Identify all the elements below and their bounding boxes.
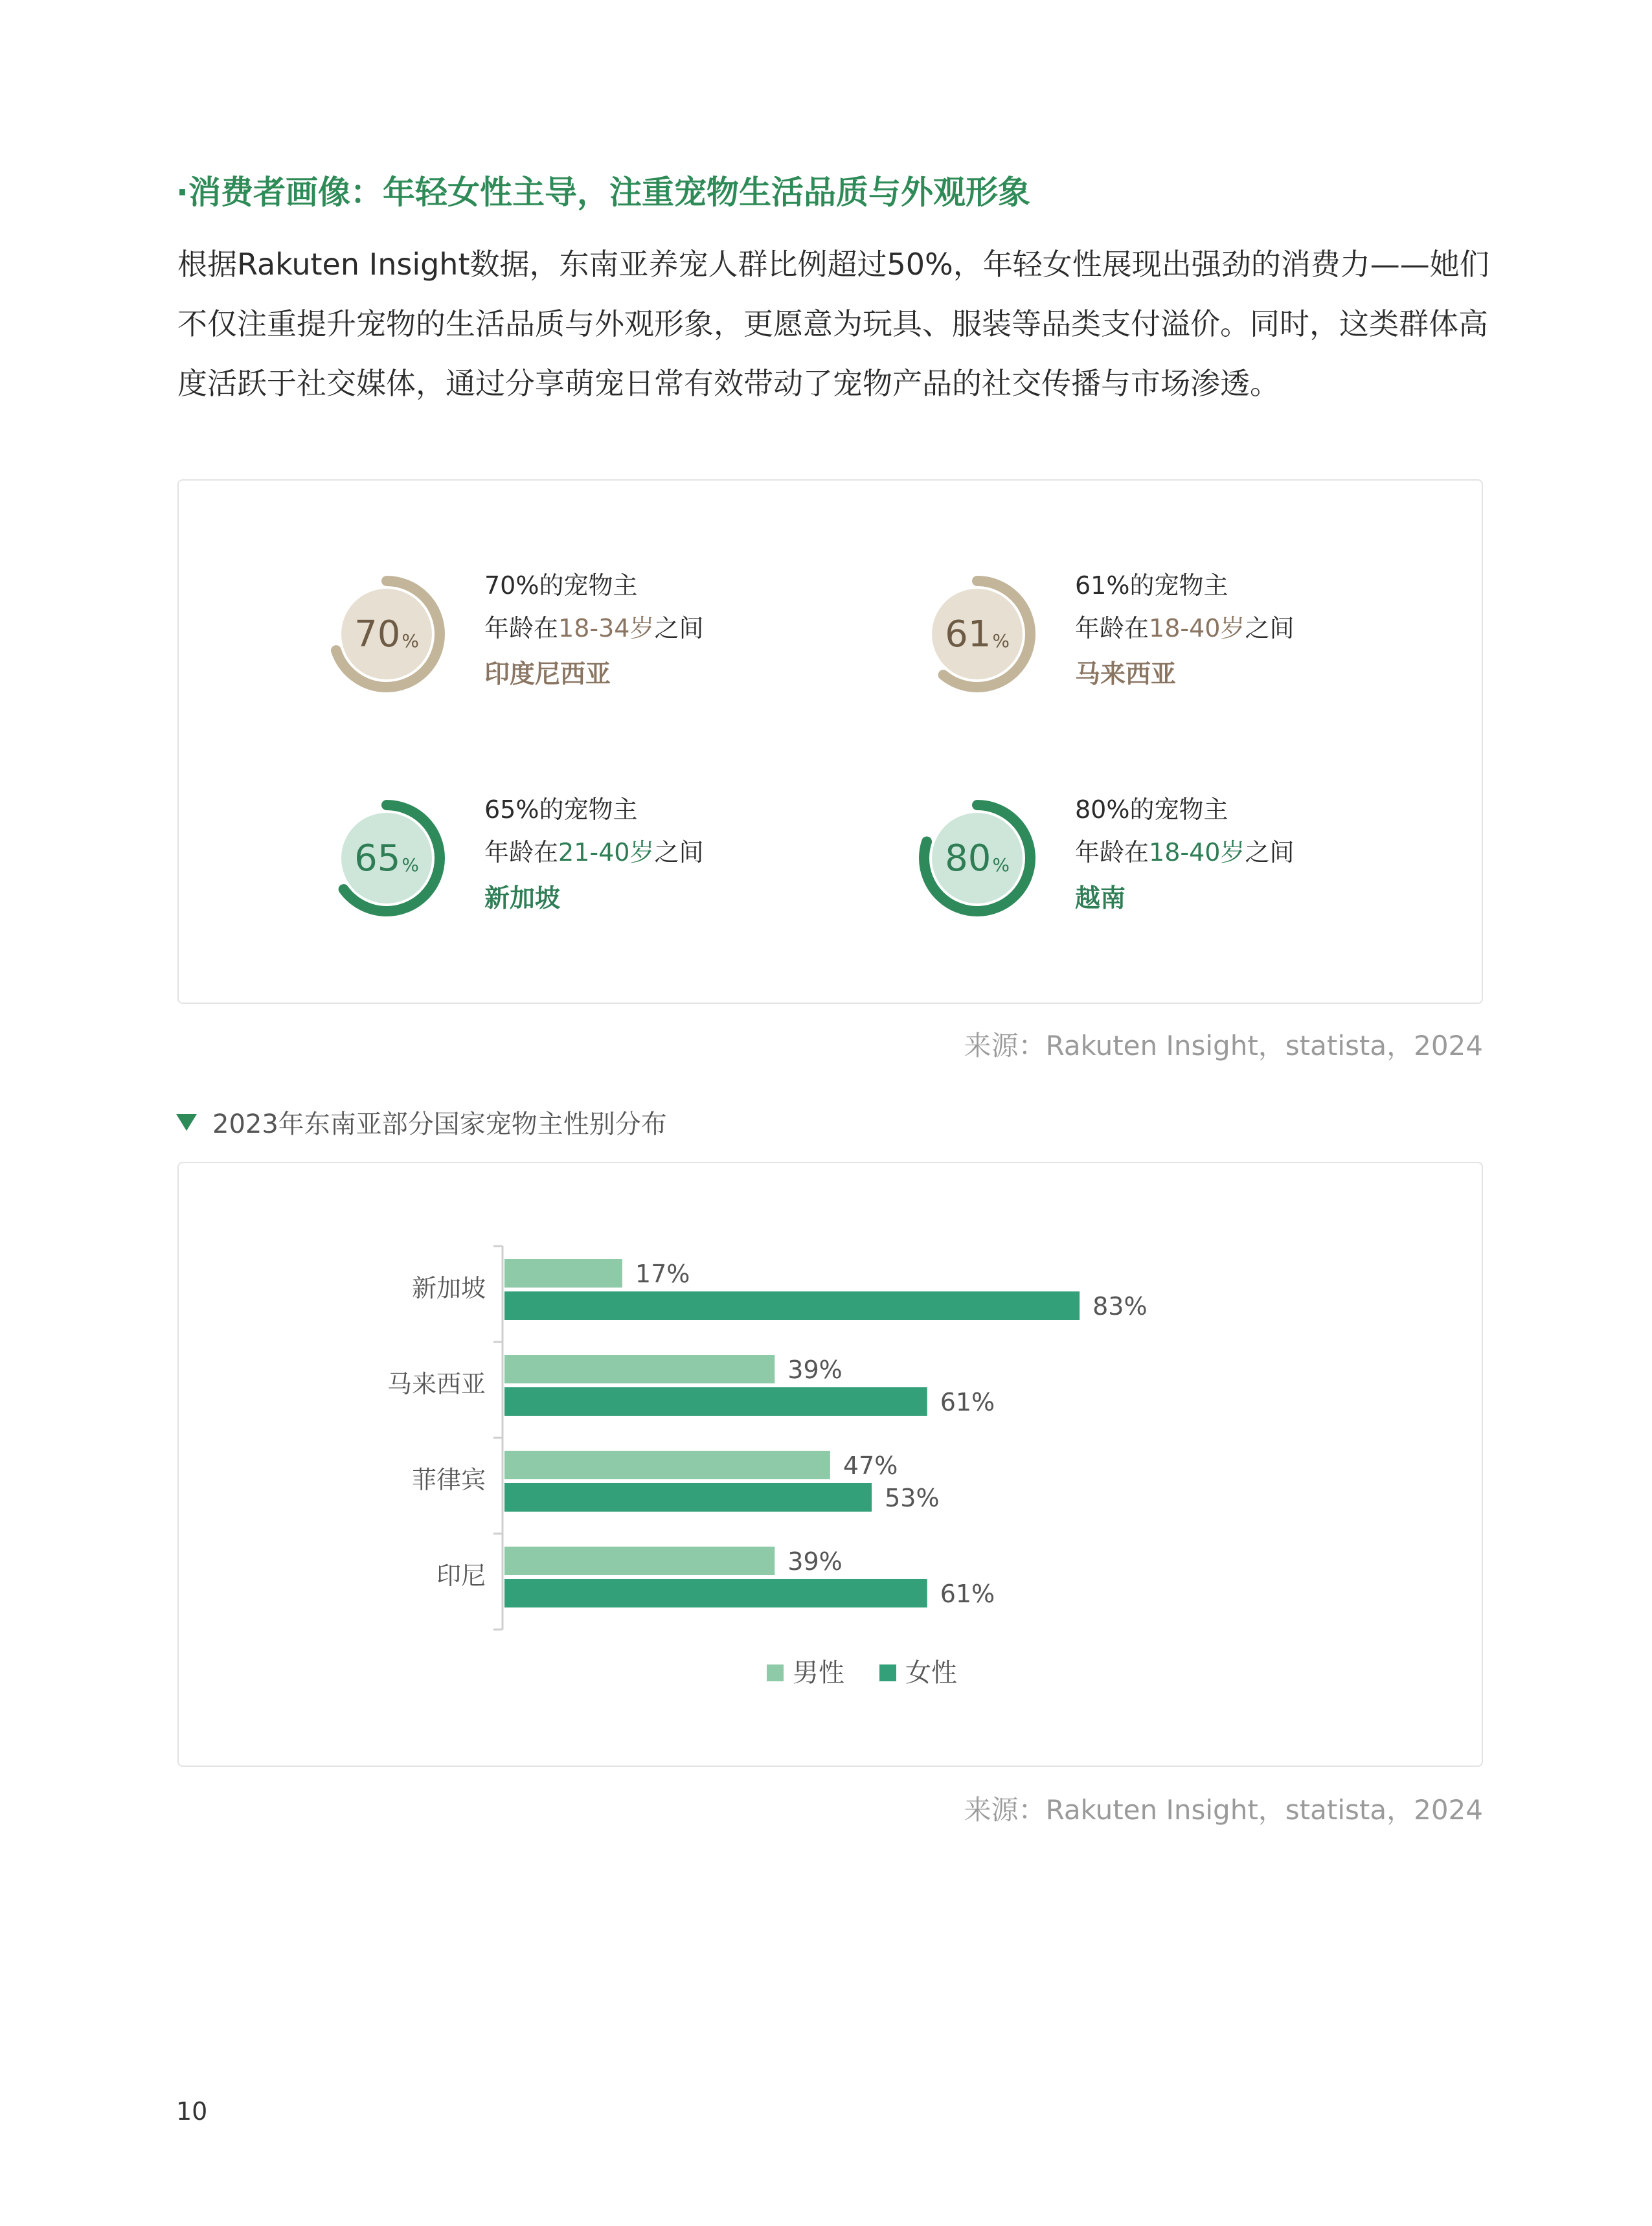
age-range: 21-40岁	[558, 838, 655, 867]
data-label: 61%	[940, 1388, 995, 1416]
ring-percent-number: 65	[354, 837, 401, 880]
data-label: 47%	[843, 1451, 898, 1480]
ring-percent	[916, 797, 1039, 920]
stat-item	[916, 566, 1447, 702]
age-range: 18-40岁	[1149, 614, 1245, 642]
gender-chart-card	[177, 1162, 1483, 1767]
age-prefix: 年龄在	[484, 614, 559, 642]
gender-bar-chart	[179, 1163, 1484, 1768]
legend-swatch-male	[767, 1664, 784, 1681]
stat-age-range-line	[1075, 833, 1294, 872]
ring-percent-unit: %	[992, 854, 1010, 876]
ring-percent	[325, 797, 448, 920]
bar-male	[504, 1259, 622, 1288]
bar-female	[504, 1483, 872, 1512]
age-suffix: 之间	[1245, 838, 1295, 867]
data-label: 61%	[940, 1580, 995, 1608]
bar-male	[504, 1451, 830, 1479]
stat-headline: 70%的宠物主	[484, 571, 638, 600]
page-number: 10	[176, 2097, 208, 2126]
data-label: 53%	[885, 1484, 940, 1512]
category-label: 新加坡	[411, 1274, 486, 1302]
ring-percent-number: 61	[945, 613, 991, 655]
ring-percent-number: 70	[354, 613, 401, 655]
age-suffix: 之间	[1245, 614, 1295, 642]
age-range: 18-40岁	[1149, 838, 1245, 867]
bar-female	[504, 1387, 927, 1416]
stat-headline: 65%的宠物主	[484, 795, 638, 824]
source-note-1: 来源：Rakuten Insight，statista，2024	[964, 1030, 1483, 1062]
category-label: 马来西亚	[387, 1370, 486, 1398]
legend-label: 男性	[793, 1658, 844, 1688]
data-label: 83%	[1092, 1292, 1148, 1321]
age-suffix: 之间	[654, 614, 704, 642]
ring-percent-unit: %	[402, 630, 419, 652]
bar-female	[504, 1291, 1080, 1320]
stat-headline: 61%的宠物主	[1075, 571, 1228, 600]
age-range: 18-34岁	[558, 614, 655, 642]
ring-percent	[916, 573, 1039, 696]
data-label: 39%	[787, 1547, 843, 1576]
age-suffix: 之间	[654, 838, 704, 867]
stat-country: 印度尼西亚	[484, 660, 611, 689]
bar-male	[504, 1547, 775, 1575]
legend-swatch-female	[879, 1664, 896, 1681]
bar-male	[504, 1355, 775, 1383]
stat-age-range-line	[1075, 609, 1294, 648]
bar-female	[504, 1579, 927, 1607]
chart-title-text: 2023年东南亚部分国家宠物主性别分布	[212, 1109, 667, 1139]
section-heading: ·消费者画像：年轻女性主导，注重宠物生活品质与外观形象	[176, 174, 1030, 211]
age-prefix: 年龄在	[484, 838, 559, 867]
stat-item	[325, 790, 856, 926]
data-label: 39%	[787, 1356, 843, 1384]
ring-percent	[325, 573, 448, 696]
age-prefix: 年龄在	[1075, 838, 1149, 867]
data-label: 17%	[635, 1260, 690, 1288]
stat-country: 越南	[1075, 884, 1126, 913]
chart-title	[176, 1104, 667, 1141]
stat-age-range-line	[484, 833, 703, 872]
stat-age-range-line	[484, 609, 703, 648]
ring-percent-unit: %	[402, 854, 419, 876]
category-label: 菲律宾	[411, 1466, 486, 1494]
stat-item	[916, 790, 1447, 926]
age-prefix: 年龄在	[1075, 614, 1149, 642]
stat-item	[325, 566, 856, 702]
intro-paragraph: 根据Rakuten Insight数据，东南亚养宠人群比例超过50%，年轻女性展现出强劲的消费力——她们不仅注重提升宠物的生活品质与外观形象，更愿意为玩具、服装等品类支付溢价。同时，这类群体高度活跃于社交媒体，通过分享萌宠日常有效带动了宠物产品的社交传播与市场渗透。	[177, 247, 1489, 401]
legend-label: 女性	[905, 1658, 957, 1688]
ring-percent-number: 80	[945, 837, 991, 880]
triangle-bullet-icon	[176, 1114, 197, 1131]
stat-country: 马来西亚	[1075, 660, 1177, 689]
stat-headline: 80%的宠物主	[1075, 795, 1228, 824]
age-stats-card	[177, 479, 1483, 1004]
category-label: 印尼	[436, 1562, 486, 1590]
ring-percent-unit: %	[992, 630, 1010, 652]
source-note-2: 来源：Rakuten Insight，statista，2024	[964, 1794, 1483, 1826]
stat-country: 新加坡	[484, 884, 561, 913]
